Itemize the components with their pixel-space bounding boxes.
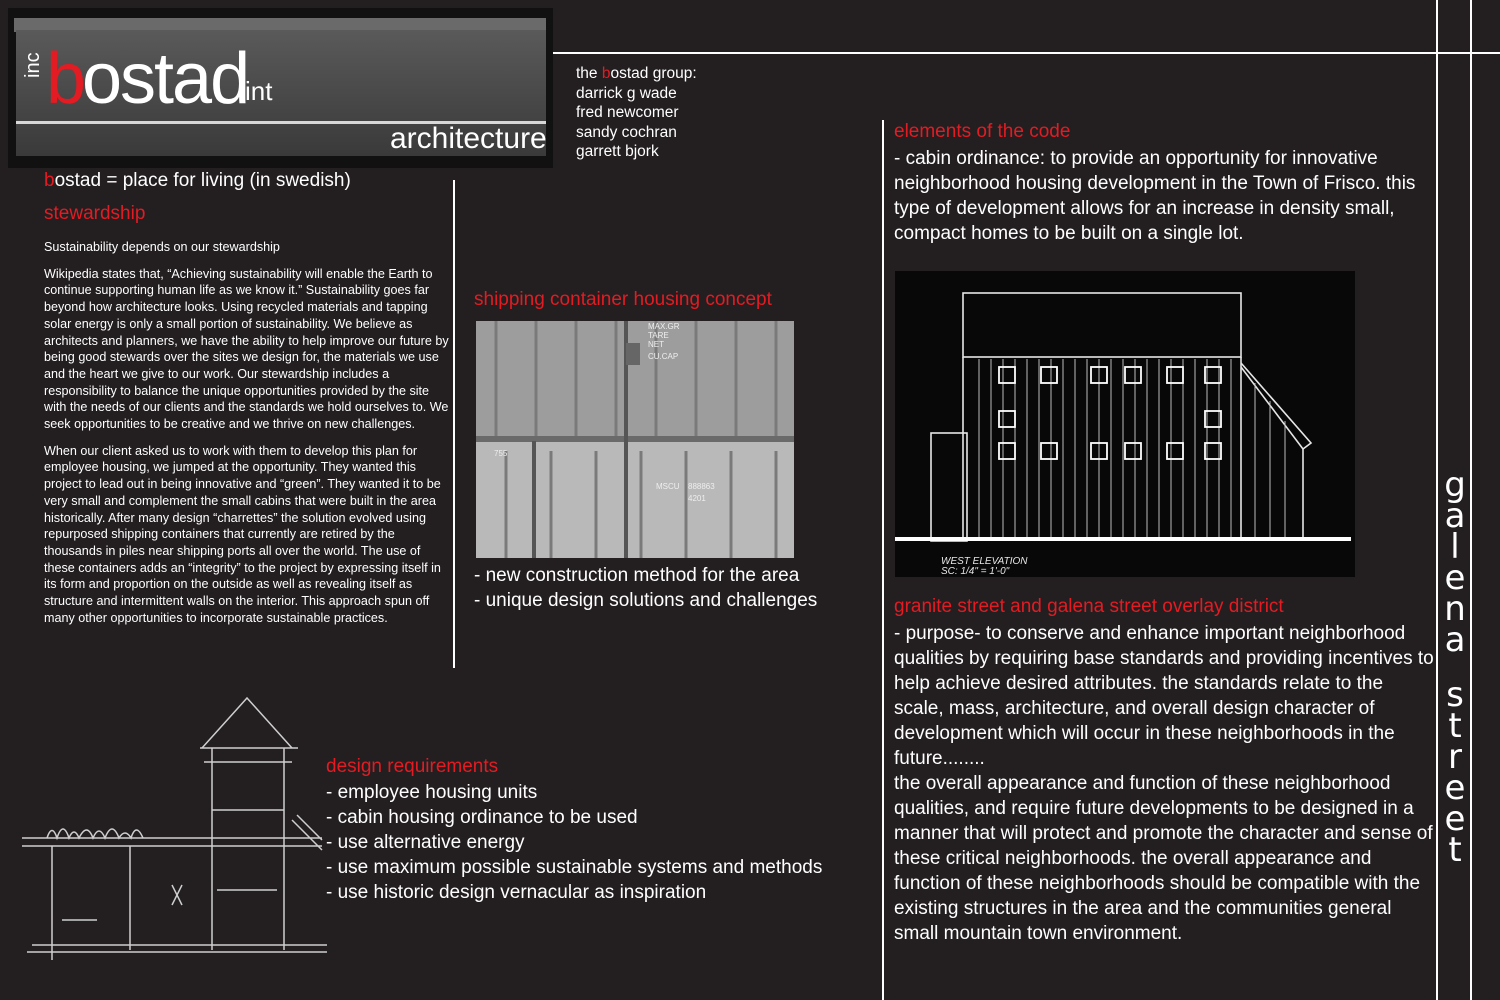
overlay-paragraph-1: - purpose- to conserve and enhance important neighborhood qualities by requiring base standards and providing incentives to help achieve desired attributes. the standards relate to the scale, mass, architecture, and overall design character of development which will occur in these neighborhoods in the future........	[894, 623, 1434, 769]
requirement-item: - use alternative energy	[326, 832, 525, 853]
street-letter: e	[1444, 768, 1466, 808]
overlay-heading: granite street and galena street overlay district	[894, 596, 1284, 617]
street-letter: r	[1448, 737, 1462, 777]
street-letter: s	[1446, 675, 1464, 715]
container-photo-text: 888863	[688, 482, 715, 491]
container-bullet: - unique design solutions and challenges	[474, 590, 818, 611]
code-text: - cabin ordinance: to provide an opportunity for innovative neighborhood housing development in the Town of Frisco. this type of development allows for an increase in density small, compact homes to be built on a single lot.	[894, 148, 1416, 244]
code-heading: elements of the code	[894, 121, 1071, 142]
street-letter: t	[1448, 830, 1462, 870]
street-name-vertical	[1440, 465, 1470, 870]
street-letter: a	[1444, 496, 1466, 536]
requirements-list	[326, 780, 822, 905]
group-member: fred newcomer	[576, 104, 679, 122]
requirement-item: - employee housing units	[326, 782, 538, 803]
overlay-text	[894, 621, 1434, 946]
container-photo-text: TARE	[648, 331, 669, 340]
west-elevation-drawing	[895, 271, 1355, 577]
requirement-item: - use historic design vernacular as inspiration	[326, 882, 707, 903]
group-list	[576, 64, 697, 162]
container-photo-text: NET	[648, 340, 664, 349]
group-member: darrick g wade	[576, 84, 677, 102]
container-bullet: - new construction method for the area	[474, 565, 800, 586]
container-photo-text: CU.CAP	[648, 352, 679, 361]
container-photo	[476, 321, 794, 558]
stewardship-body	[44, 239, 449, 636]
street-letter: t	[1448, 706, 1462, 746]
right-rule-1	[1436, 0, 1438, 1000]
container-heading: shipping container housing concept	[474, 289, 772, 310]
right-column-divider	[882, 120, 884, 1000]
container-photo-text: MSCU	[656, 482, 680, 491]
logo-ostad: ostad	[82, 39, 249, 119]
container-photo-text: MAX.GR	[648, 322, 680, 331]
container-photo-text: 4201	[688, 494, 706, 503]
group-member: sandy cochran	[576, 123, 677, 141]
requirement-item: - use maximum possible sustainable systems and methods	[326, 857, 823, 878]
right-rule-2	[1470, 0, 1472, 1000]
street-letter: a	[1444, 620, 1466, 660]
requirement-item: - cabin housing ordinance to be used	[326, 807, 638, 828]
logo-inc: inc	[22, 52, 44, 78]
requirements-heading: design requirements	[326, 756, 499, 777]
group-title: the bostad group:	[576, 65, 697, 82]
elevation-scale: SC: 1/4" = 1'-0"	[941, 566, 1010, 577]
stewardship-heading: stewardship	[44, 203, 146, 224]
top-rule	[553, 52, 1500, 54]
tagline: bostad = place for living (in swedish)	[44, 170, 351, 191]
stewardship-lead: Sustainability depends on our stewardship	[44, 240, 280, 254]
overlay-paragraph-2: the overall appearance and function of these neighborhood qualities, and require future developments to be designed in a manner that will protect and promote the character and sense of these critical neighborhoods. the overall appearance and function of these neighborhoods should be compatible with the existing structures in the area and the communities general small mountain town environment.	[894, 773, 1433, 944]
street-letter: n	[1444, 589, 1466, 629]
container-photo-text: 755	[494, 449, 508, 458]
street-letter: e	[1444, 799, 1466, 839]
logo-architecture: architecture	[390, 122, 547, 155]
container-bullets	[474, 563, 817, 613]
street-letter: l	[1450, 527, 1460, 567]
group-member: garrett bjork	[576, 143, 659, 161]
elevation-title: WEST ELEVATION	[941, 556, 1028, 567]
stewardship-paragraph-1: Wikipedia states that, “Achieving sustainability will enable the Earth to continue supporting human life as we know it.” Sustainability goes far beyond how architecture looks. Using recycled materials and tapping solar energy is only a small portion of sustainability. We believe as architects and planners, we have the ability to help improve our future by being good stewards over the sites we design for, the materials we use and the heart we give to our work. Our stewardship includes a responsibility to balance the unique opportunities provided by the site with the needs of our clients and the standards we hold ourselves to. We seek opportunities to be creative and we thrive on new challenges.	[44, 266, 449, 432]
logo-int: int	[245, 76, 273, 106]
left-column-divider	[453, 180, 455, 668]
street-letter: e	[1444, 558, 1466, 598]
street-letter: g	[1444, 465, 1466, 505]
section-sketch	[22, 690, 332, 980]
logo-b: b	[46, 39, 85, 119]
stewardship-paragraph-2: When our client asked us to work with them to develop this plan for employee housing, we jumped at the opportunity. They wanted this project to lead out in being innovative and “green”. They wanted it to be very small and complement the small cabins that were built in the area historically. After many design “charrettes” the solution evolved using repurposed shipping containers that currently are retired by the thousands in piles near shipping ports all over the world. The use of these containers adds an “integrity” to the project by expressing itself in its form and proportion on the outside as well as revealing itself as structure and intermittent walls on the interior. This approach spun off many other opportunities to incorporate sustainable practices.	[44, 443, 441, 625]
